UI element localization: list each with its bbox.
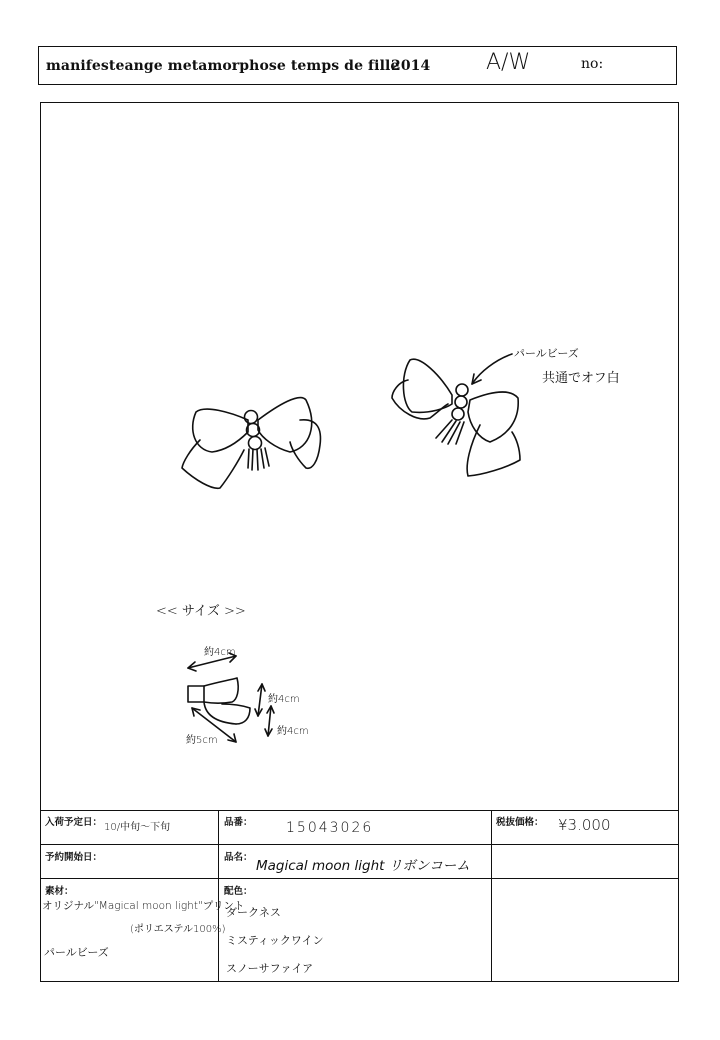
- material-line-1: オリジナル"Magical moon light"プリント: [42, 900, 245, 912]
- product-name-label: 品名：: [224, 852, 253, 863]
- price-label: 税抜価格：: [496, 817, 544, 828]
- material-line-3: パールビーズ: [44, 946, 109, 959]
- product-number-label: 品番：: [224, 817, 253, 828]
- size-width-label: 約4cm: [204, 647, 236, 658]
- arrival-value: 10/中旬～下旬: [104, 822, 171, 833]
- size-bow-sketch-icon: [188, 653, 274, 742]
- price-value: ¥3.000: [558, 816, 611, 834]
- reservation-label: 予約開始日：: [45, 852, 103, 863]
- table-rule-2: [40, 878, 679, 879]
- color-option-1: ダークネス: [226, 906, 281, 919]
- material-label: 素材：: [45, 886, 74, 897]
- table-rule-1: [40, 844, 679, 845]
- product-number-value: 15043026: [286, 820, 374, 836]
- number-label: no:: [581, 56, 604, 72]
- material-line-2: (ポリエステル100%): [130, 924, 226, 935]
- color-label: 配色：: [224, 886, 253, 897]
- size-height-label: 約4cm: [268, 694, 300, 705]
- size-tail-label: 約4cm: [277, 726, 309, 737]
- table-col-rule-2: [491, 810, 492, 982]
- product-name-value: Magical moon light リボンコーム: [256, 858, 470, 874]
- pearl-beads-note: パールビーズ: [514, 347, 579, 360]
- table-top-rule: [40, 810, 679, 811]
- collection-year: 2014: [391, 58, 431, 74]
- arrival-label: 入荷予定日：: [45, 817, 103, 828]
- color-option-2: ミスティックワイン: [226, 934, 324, 947]
- bow-sketch-front-icon: [182, 398, 320, 489]
- collection-title: manifesteange metamorphose temps de fille: [46, 58, 400, 74]
- table-col-rule-1: [218, 810, 219, 982]
- size-bottom-label: 約5cm: [186, 735, 218, 746]
- color-option-3: スノーサファイア: [226, 962, 314, 975]
- pearl-color-note: 共通でオフ白: [542, 371, 620, 386]
- size-section-title: << サイズ >>: [156, 604, 246, 619]
- bow-sketch-angled-icon: [392, 354, 520, 476]
- season-label: A/W: [486, 50, 531, 75]
